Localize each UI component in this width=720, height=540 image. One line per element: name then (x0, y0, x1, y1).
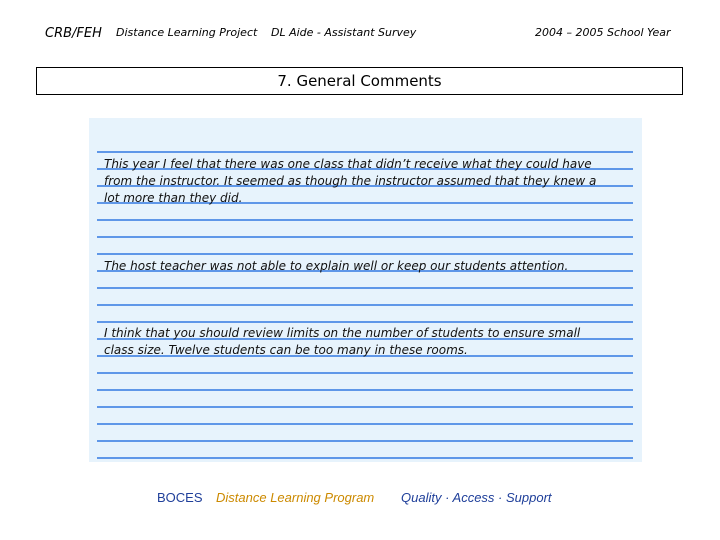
ruled-line (97, 442, 633, 459)
header-year: 2004 – 2005 School Year (535, 26, 671, 39)
footer-program: Distance Learning Program (216, 490, 375, 505)
header-org: CRB/FEH (45, 26, 102, 41)
ruled-line (97, 306, 633, 323)
ruled-line (97, 136, 633, 153)
ruled-line (97, 391, 633, 408)
footer-tagline: Quality · Access · Support (401, 490, 552, 505)
ruled-line (97, 289, 633, 306)
ruled-line (97, 221, 633, 238)
comment-3: I think that you should review limits on the number of students to ensure small class size. Twelve students can be too many in these rooms. (104, 326, 581, 357)
comment-2: The host teacher was not able to explain well or keep our students attention. (104, 259, 569, 273)
ruled-line (97, 425, 633, 442)
section-title: 7. General Comments (277, 72, 442, 90)
footer-org: BOCES (157, 490, 203, 505)
section-title-box (36, 67, 683, 95)
ruled-line (97, 238, 633, 255)
header-project: Distance Learning Project (116, 26, 258, 39)
ruled-line (97, 374, 633, 391)
header-survey: DL Aide - Assistant Survey (271, 26, 417, 39)
comment-1: This year I feel that there was one class that didn’t receive what they could have from the instructor. It seemed as though the instructor assumed that they knew a lot more than they did. (104, 157, 597, 205)
ruled-line (97, 357, 633, 374)
ruled-line (97, 408, 633, 425)
